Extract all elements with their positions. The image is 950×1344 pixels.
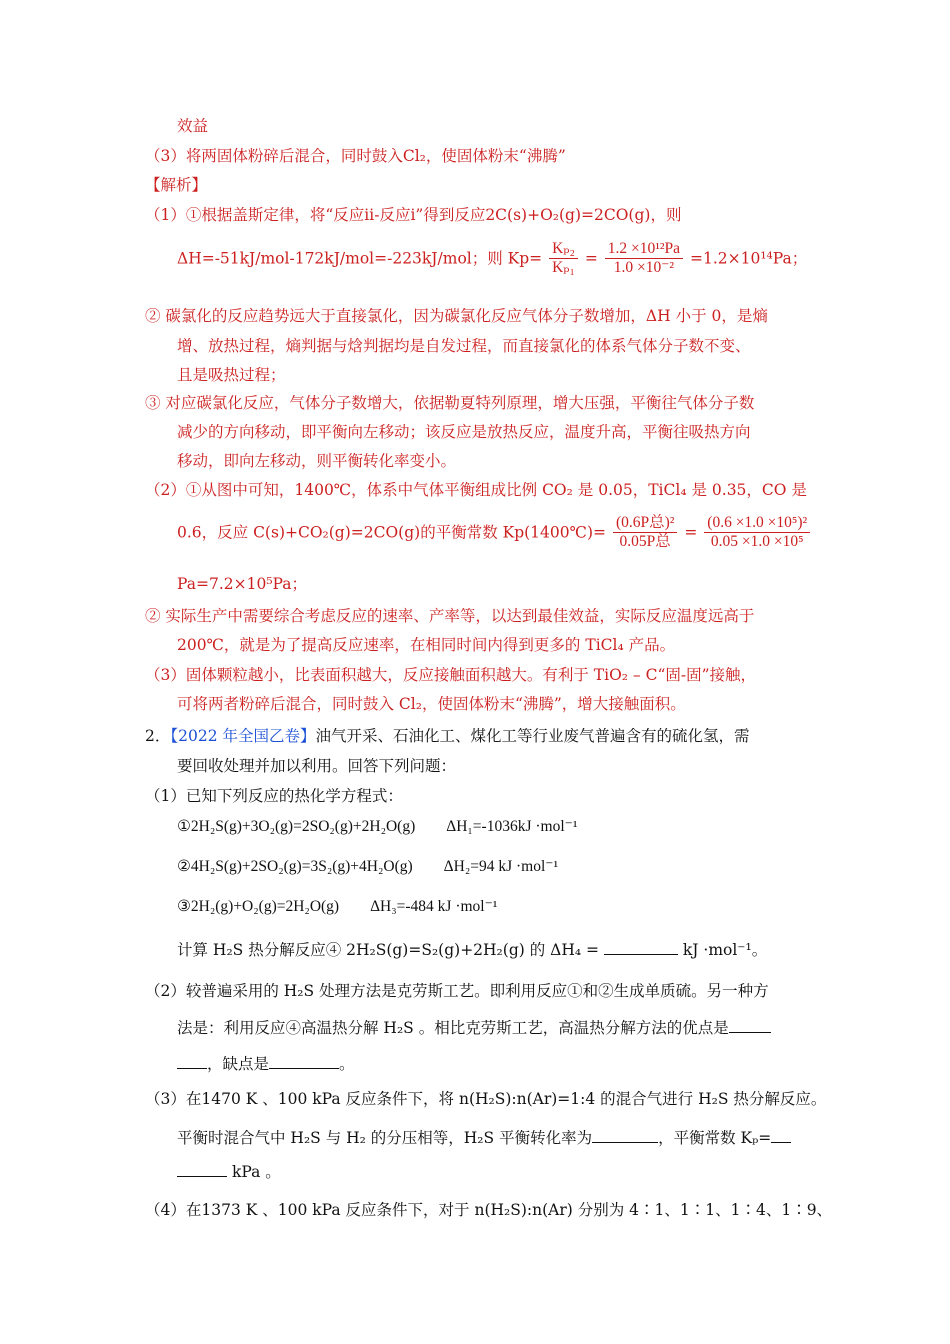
text: ，缺点是 (207, 1055, 270, 1073)
text-line: （3）固体颗粒越小，比表面积越大，反应接触面积越大。有利于 TiO₂ – C“固-固”接触， (145, 666, 757, 684)
answer-blank[interactable] (269, 1054, 339, 1069)
text-line: ③ 对应碳氯化反应，气体分子数增大，依据勒夏特列原理，增大压强，平衡往气体分子数 (145, 394, 755, 412)
text-line: （1）①根据盖斯定律，将“反应ⅱ-反应ⅰ”得到反应2C(s)+O₂(g)=2CO(g)，则 (145, 206, 682, 224)
analysis-heading: 【解析】 (145, 176, 208, 194)
answer-blank[interactable] (177, 1054, 207, 1069)
text: kPa 。 (231, 1163, 281, 1181)
text-line: 200℃，就是为了提高反应速率，在相同时间内得到更多的 TiCl₄ 产品。 (177, 636, 676, 654)
equals-sign: = (584, 249, 598, 268)
question-source-tag: 【2022 年全国乙卷】 (170, 727, 316, 745)
fraction-numerator: Kₚ₂ (549, 240, 578, 259)
formula-lead: 0.6，反应 C(s)+CO₂(g)=2CO(g)的平衡常数 Kp(1400℃)= (177, 523, 606, 542)
fraction-kp-values (605, 240, 683, 277)
text-line-with-blank (177, 1018, 771, 1038)
equation-3: ③2H₂(g)+O₂(g)=2H₂O(g) ΔH₃=-484 kJ ·mol⁻¹ (177, 898, 498, 915)
fraction-denominator: 0.05 ×1.0 ×10⁵ (710, 533, 804, 550)
question-number: 2． (145, 727, 171, 745)
fraction-values (704, 514, 810, 551)
formula-result: =1.2×10¹⁴Pa； (690, 249, 808, 268)
text-line-with-blank (177, 1162, 281, 1182)
fraction-denominator: 0.05P总 (619, 533, 671, 550)
formula-lead: ΔH=-51kJ/mol-172kJ/mol=-223kJ/mol；则 Kp= (177, 249, 543, 268)
equation-2: ②4H₂S(g)+2SO₂(g)=3S₂(g)+4H₂O(g) ΔH₂=94 kJ ·mol⁻¹ (177, 858, 559, 875)
text-line: （4）在1373 K 、100 kPa 反应条件下，对于 n(H₂S):n(Ar) 分别为 4∶1、1∶1、1∶4、1∶9、 (145, 1201, 833, 1219)
answer-blank[interactable] (592, 1128, 658, 1143)
text-line: 效益 (177, 117, 209, 135)
question-text: 油气开采、石油化工、煤化工等行业废气普遍含有的硫化氢，需 (315, 727, 750, 745)
text-line: 要回收处理并加以利用。回答下列问题： (177, 757, 457, 775)
text: 法是：利用反应④高温热分解 H₂S 。相比克劳斯工艺，高温热分解方法的优点是 (177, 1019, 729, 1037)
calc-unit: kJ ·mol⁻¹。 (682, 941, 768, 959)
text-line: 增、放热过程，熵判据与焓判据均是自发过程，而直接氯化的体系气体分子数不变、 (177, 337, 751, 355)
text-line: 且是吸热过程； (177, 366, 286, 384)
text-line: ② 实际生产中需要综合考虑反应的速率、产率等，以达到最佳效益，实际反应温度远高于 (145, 607, 755, 625)
text-line: （3）将两固体粉碎后混合，同时鼓入Cl₂，使固体粉末“沸腾” (145, 147, 566, 165)
answer-blank[interactable] (771, 1128, 791, 1143)
question-2-header (145, 726, 750, 746)
formula-line (177, 240, 807, 277)
equals-sign: = (684, 523, 698, 542)
fraction-numerator: (0.6P总)² (613, 514, 677, 533)
text: ，平衡常数 Kₚ= (658, 1129, 772, 1147)
answer-blank[interactable] (604, 940, 678, 955)
fraction-numerator: (0.6 ×1.0 ×10⁵)² (704, 514, 810, 533)
text-line: ② 碳氯化的反应趋势远大于直接氯化，因为碳氯化反应气体分子数增加，ΔH 小于 0，是熵 (145, 307, 768, 325)
formula-line (177, 514, 812, 551)
fraction-kp-ratio (549, 240, 578, 277)
text-line: Pa=7.2×10⁵Pa； (177, 575, 308, 593)
answer-blank[interactable] (729, 1018, 771, 1033)
text-line: （1）已知下列反应的热化学方程式： (145, 787, 403, 805)
answer-blank[interactable] (177, 1162, 227, 1177)
text-line: （2）较普遍采用的 H₂S 处理方法是克劳斯工艺。即利用反应①和②生成单质硫。另一种方 (145, 982, 769, 1000)
text-line: （3）在1470 K 、100 kPa 反应条件下，将 n(H₂S):n(Ar)=1:4 的混合气进行 H₂S 热分解反应。 (145, 1090, 827, 1108)
text: 。 (339, 1055, 355, 1073)
fraction-numerator: 1.2 ×10¹²Pa (605, 240, 683, 259)
text-line-with-blank (177, 1054, 355, 1074)
text-line: 移动，即向左移动，则平衡转化率变小。 (177, 452, 457, 470)
fraction-partial-pressure (613, 514, 677, 551)
calc-line (177, 940, 767, 960)
text-line: 减少的方向移动，即平衡向左移动；该反应是放热反应，温度升高，平衡往吸热方向 (177, 423, 751, 441)
calc-text: 计算 H₂S 热分解反应④ 2H₂S(g)=S₂(g)+2H₂(g) 的 ΔH₄ = (177, 941, 599, 959)
equation-1: ①2H₂S(g)+3O₂(g)=2SO₂(g)+2H₂O(g) ΔH₁=-1036kJ ·mol⁻¹ (177, 818, 578, 835)
text-line: 可将两者粉碎后混合，同时鼓入 Cl₂，使固体粉末“沸腾”，增大接触面积。 (177, 695, 686, 713)
text-line: （2）①从图中可知，1400℃，体系中气体平衡组成比例 CO₂ 是 0.05，TiCl₄ 是 0.35，CO 是 (145, 481, 807, 499)
fraction-denominator: Kₚ₁ (552, 259, 575, 276)
text-line-with-blank (177, 1128, 791, 1148)
text: 平衡时混合气中 H₂S 与 H₂ 的分压相等，H₂S 平衡转化率为 (177, 1129, 593, 1147)
fraction-denominator: 1.0 ×10⁻² (613, 259, 675, 276)
